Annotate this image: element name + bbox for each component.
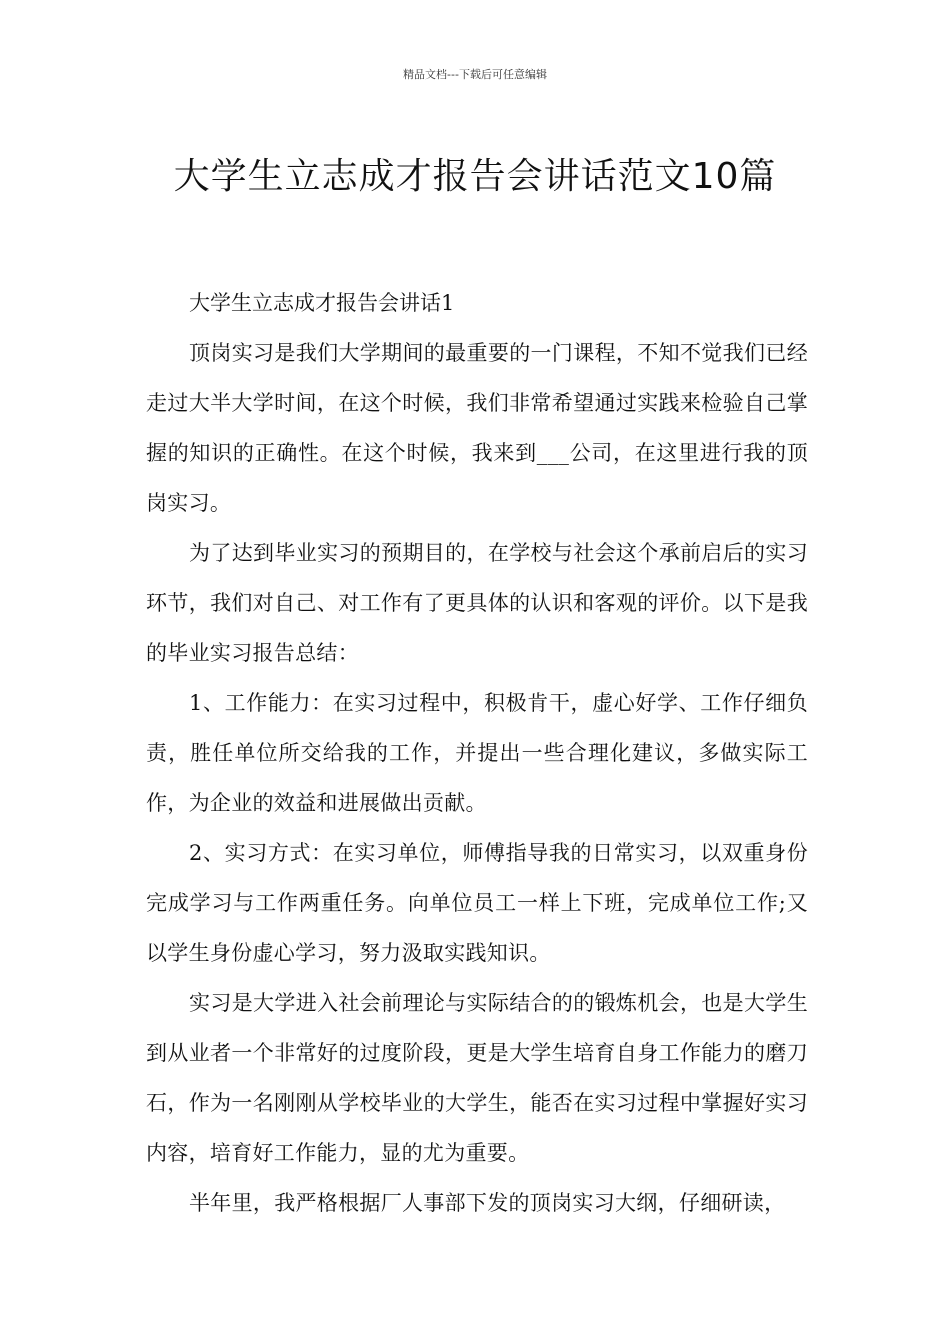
paragraph-1: 顶岗实习是我们大学期间的最重要的一门课程，不知不觉我们已经走过大半大学时间，在这个时候，我们非常希望通过实践来检验自己掌握的知识的正确性。在这个时候，我来到___公司，在这里进行我的顶岗实习。 xyxy=(146,341,808,515)
section-heading: 大学生立志成才报告会讲话1 xyxy=(189,291,455,315)
document-body xyxy=(146,278,808,1228)
document-title: 大学生立志成才报告会讲话范文10篇 xyxy=(173,156,777,198)
paragraph-5: 实习是大学进入社会前理论与实际结合的的锻炼机会，也是大学生到从业者一个非常好的过度阶段，更是大学生培育自身工作能力的磨刀石，作为一名刚刚从学校毕业的大学生，能否在实习过程中掌握好实习内容，培育好工作能力，显的尤为重要。 xyxy=(146,991,808,1165)
paragraph-4: 2、实习方式：在实习单位，师傅指导我的日常实习，以双重身份完成学习与工作两重任务。向单位员工一样上下班，完成单位工作;又以学生身份虚心学习，努力汲取实践知识。 xyxy=(146,841,808,965)
paragraph-2: 为了达到毕业实习的预期目的，在学校与社会这个承前启后的实习环节，我们对自己、对工作有了更具体的认识和客观的评价。以下是我的毕业实习报告总结： xyxy=(146,541,808,665)
page-header-note: 精品文档---下载后可任意编辑 xyxy=(403,68,547,81)
paragraph-3: 1、工作能力：在实习过程中，积极肯干，虚心好学、工作仔细负责，胜任单位所交给我的工作，并提出一些合理化建议，多做实际工作，为企业的效益和进展做出贡献。 xyxy=(146,691,808,815)
paragraph-6: 半年里，我严格根据厂人事部下发的顶岗实习大纲，仔细研读， xyxy=(189,1191,786,1215)
